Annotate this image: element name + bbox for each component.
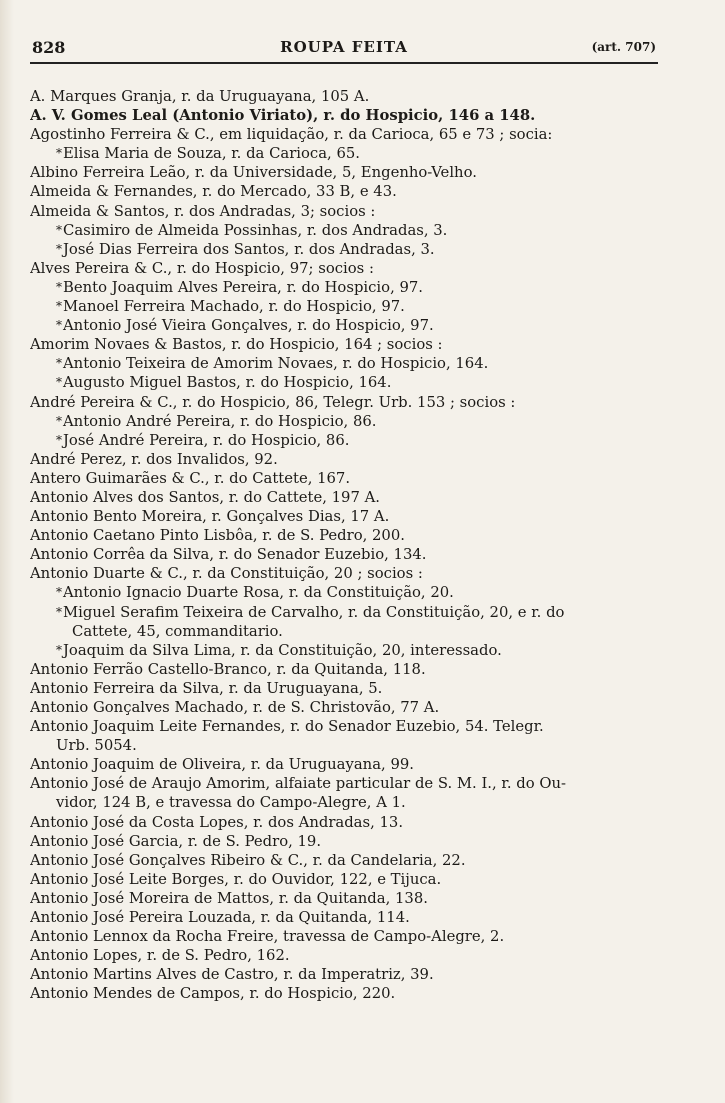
list-item: Antonio Caetano Pinto Lisbôa, r. de S. Pedro, 200.	[30, 527, 405, 545]
list-item: Antonio Mendes de Campos, r. do Hospicio, 220.	[30, 985, 396, 1003]
list-item: Antonio José de Araujo Amorim, alfaiate particular de S. M. I., r. do Ou-	[30, 775, 567, 793]
list-item: Albino Ferreira Leão, r. da Universidade, 5, Engenho-Velho.	[30, 164, 477, 182]
list-item: Antonio José Pereira Louzada, r. da Quitanda, 114.	[30, 909, 410, 927]
list-item: Antonio José Moreira de Mattos, r. da Quitanda, 138.	[30, 889, 428, 907]
list-item: André Pereira & C., r. do Hospicio, 86, Telegr. Urb. 153 ; socios :	[30, 393, 516, 411]
list-item-partner: *Manoel Ferreira Machado, r. do Hospicio, 97.	[56, 298, 405, 316]
list-item: Antonio Duarte & C., r. da Constituição, 20 ; socios :	[30, 565, 423, 583]
list-item-partner: *Elisa Maria de Souza, r. da Carioca, 65.	[56, 145, 360, 163]
list-item: Antonio Alves dos Santos, r. do Cattete, 197 A.	[30, 488, 380, 506]
list-item-partner: *Casimiro de Almeida Possinhas, r. dos Andradas, 3.	[56, 221, 448, 239]
list-item-partner: *Antonio André Pereira, r. do Hospicio, 86.	[56, 412, 377, 430]
list-item: Antonio Lopes, r. de S. Pedro, 162.	[30, 947, 290, 965]
list-item: Antonio José da Costa Lopes, r. dos Andradas, 13.	[30, 813, 404, 831]
list-item: Antonio Ferrão Castello-Branco, r. da Quitanda, 118.	[30, 660, 426, 678]
list-item: Amorim Novaes & Bastos, r. do Hospicio, 164 ; socios :	[30, 336, 443, 354]
list-item: Antonio Bento Moreira, r. Gonçalves Dias, 17 A.	[30, 508, 390, 526]
list-item-partner: *José André Pereira, r. do Hospicio, 86.	[56, 431, 350, 449]
page-edge	[0, 0, 14, 1103]
list-item-partner: *Bento Joaquim Alves Pereira, r. do Hospicio, 97.	[56, 278, 424, 296]
list-item-continuation: vidor, 124 B, e travessa do Campo-Alegre, A 1.	[56, 794, 406, 812]
article-reference: (art. 707)	[591, 40, 656, 54]
list-item: Antonio Corrêa da Silva, r. do Senador Euzebio, 134.	[30, 546, 427, 564]
list-item: Agostinho Ferreira & C., em liquidação, r. da Carioca, 65 e 73 ; socia:	[30, 126, 553, 144]
section-title: ROUPA FEITA	[280, 38, 408, 56]
list-item: Antonio Gonçalves Machado, r. de S. Christovão, 77 A.	[30, 699, 440, 716]
list-item: Almeida & Fernandes, r. do Mercado, 33 B, e 43.	[30, 183, 397, 201]
list-item: A. V. Gomes Leal (Antonio Viriato), r. do Hospicio, 146 a 148.	[30, 107, 536, 125]
entry-list	[30, 87, 670, 1004]
list-item: Antonio José Garcia, r. de S. Pedro, 19.	[30, 832, 322, 850]
list-item-partner: *Augusto Miguel Bastos, r. do Hospicio, 164.	[56, 374, 392, 392]
list-item-partner: *Antonio Teixeira de Amorim Novaes, r. do Hospicio, 164.	[56, 355, 489, 373]
list-item: André Perez, r. dos Invalidos, 92.	[30, 450, 278, 468]
list-item-partner: *Antonio Ignacio Duarte Rosa, r. da Constituição, 20.	[56, 584, 454, 602]
list-item: Almeida & Santos, r. dos Andradas, 3; socios :	[30, 202, 376, 220]
list-item: Antonio Lennox da Rocha Freire, travessa de Campo-Alegre, 2.	[30, 928, 505, 946]
list-item-partner: *José Dias Ferreira dos Santos, r. dos Andradas, 3.	[56, 240, 435, 258]
list-item-partner: *Antonio José Vieira Gonçalves, r. do Hospicio, 97.	[56, 317, 434, 335]
list-item: A. Marques Granja, r. da Uruguayana, 105 A.	[30, 88, 370, 105]
list-item: Antonio José Leite Borges, r. do Ouvidor, 122, e Tijuca.	[30, 870, 442, 888]
page-number: 828	[32, 38, 66, 57]
list-item: Antonio Martins Alves de Castro, r. da Imperatriz, 39.	[30, 966, 434, 984]
list-item-continuation: Cattete, 45, commanditario.	[72, 622, 283, 640]
list-item-partner: *Joaquim da Silva Lima, r. da Constituição, 20, interessado.	[56, 641, 502, 659]
header-rule	[30, 62, 658, 64]
list-item-partner: *Miguel Serafim Teixeira de Carvalho, r. da Constituição, 20, e r. do	[56, 603, 565, 621]
list-item: Antonio Ferreira da Silva, r. da Uruguayana, 5.	[30, 679, 383, 697]
list-item: Antonio Joaquim Leite Fernandes, r. do Senador Euzebio, 54. Telegr.	[30, 718, 544, 736]
list-item: Antonio José Gonçalves Ribeiro & C., r. da Candelaria, 22.	[30, 851, 466, 869]
page-header	[32, 38, 656, 60]
list-item: Alves Pereira & C., r. do Hospicio, 97; socios :	[30, 259, 374, 277]
list-item: Antero Guimarães & C., r. do Cattete, 167.	[30, 469, 351, 487]
list-item-continuation: Urb. 5054.	[56, 737, 137, 755]
list-item: Antonio Joaquim de Oliveira, r. da Uruguayana, 99.	[30, 756, 414, 774]
